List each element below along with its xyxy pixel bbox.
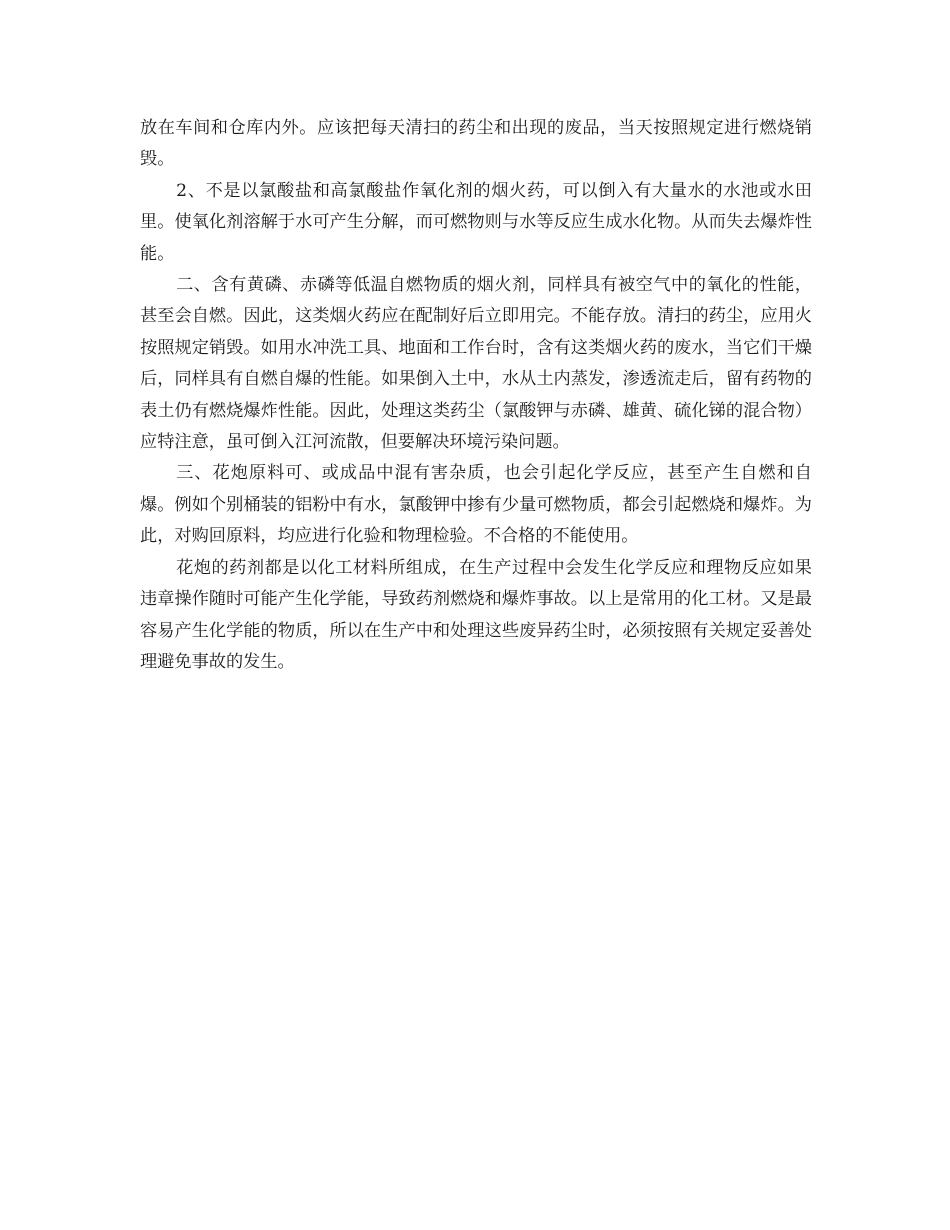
paragraph-section-2: 二、含有黄磷、赤磷等低温自燃物质的烟火剂，同样具有被空气中的氧化的性能，甚至会自燃。因此，这类烟火药应在配制好后立即用完。不能存放。清扫的药尘，应用火按照规定销毁。如用水冲洗工具、地面和工作台时，含有这类烟火药的废水，当它们干燥后，同样具有自燃自爆的性能。如果倒入土中，水从土内蒸发，渗透流走后，留有药物的表土仍有燃烧爆炸性能。因此，处理这类药尘（氯酸钾与赤磷、雄黄、硫化锑的混合物）应特注意，虽可倒入江河流散，但要解决环境污染问题。 (140, 275, 812, 453)
paragraph-conclusion: 花炮的药剂都是以化工材料所组成，在生产过程中会发生化学反应和理物反应如果违章操作随时可能产生化学能，导致药剂燃烧和爆炸事故。以上是常用的化工材。又是最容易产生化学能的物质，所以在生产中和处理这些废异药尘时，必须按照有关规定妥善处理避免事故的发生。 (140, 557, 812, 672)
document-body (140, 113, 812, 678)
paragraph-section-3: 三、花炮原料可、或成品中混有害杂质，也会引起化学反应，甚至产生自燃和自爆。例如个别桶装的铝粉中有水，氯酸钾中掺有少量可燃物质，都会引起燃烧和爆炸。为此，对购回原料，均应进行化验和物理检验。不合格的不能使用。 (140, 463, 812, 547)
paragraph-item-2: 2、不是以氯酸盐和高氯酸盐作氧化剂的烟火药，可以倒入有大量水的水池或水田里。使氧化剂溶解于水可产生分解，而可燃物则与水等反应生成水化物。从而失去爆炸性能。 (140, 180, 812, 264)
paragraph-continuation: 放在车间和仓库内外。应该把每天清扫的药尘和出现的废品，当天按照规定进行燃烧销毁。 (140, 118, 812, 170)
